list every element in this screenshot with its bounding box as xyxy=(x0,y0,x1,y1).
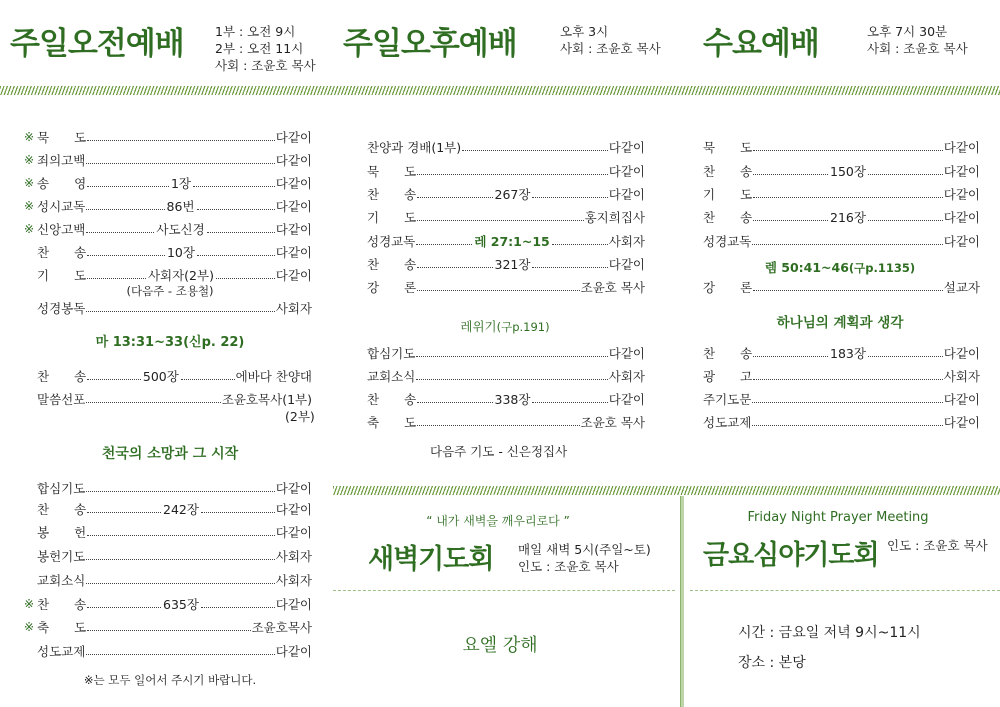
order-value: 다같이 xyxy=(943,392,980,407)
order-label: 찬 송 xyxy=(37,245,87,260)
morning-service-host: 사회 : 조윤호 목사 xyxy=(215,58,316,73)
friday-divider xyxy=(690,590,1000,591)
order-value: 사회자 xyxy=(608,369,645,384)
order-value: 다같이 xyxy=(275,525,312,540)
order-value: 다같이 xyxy=(608,346,645,361)
order-row xyxy=(367,412,645,432)
leader-dots xyxy=(752,402,942,403)
afternoon-service-title: 주일오후예배 xyxy=(343,26,517,62)
order-row xyxy=(24,499,312,519)
order-row xyxy=(24,478,312,498)
order-detail: 267장 xyxy=(494,187,531,202)
order-value: 다같이 xyxy=(275,153,312,168)
order-value: 조윤호목사 xyxy=(251,620,312,635)
order-value: 사회자 xyxy=(608,234,645,249)
morning-next-prayer: (다음주 - 조용철) xyxy=(126,284,214,298)
order-row xyxy=(367,343,645,363)
leader-dots xyxy=(417,220,583,221)
order-label: 축 도 xyxy=(37,620,87,635)
order-value: 조윤호목사(1부) xyxy=(221,392,312,407)
order-value: 다같이 xyxy=(608,164,645,179)
order-value: 다같이 xyxy=(943,234,980,249)
leader-dots xyxy=(197,209,275,210)
wednesday-scripture xyxy=(700,258,980,276)
leader-dots xyxy=(86,559,274,560)
order-label: 신앙고백 xyxy=(37,222,86,237)
leader-dots xyxy=(87,607,161,608)
wednesday-service-host: 사회 : 조윤호 목사 xyxy=(867,41,968,56)
order-value: 사회자 xyxy=(275,301,312,316)
leader-dots xyxy=(752,244,942,245)
leader-dots xyxy=(87,535,275,536)
leader-dots xyxy=(868,356,943,357)
order-row xyxy=(367,207,645,227)
dawn-prayer-time: 매일 새벽 5시(주일~토) xyxy=(518,542,651,557)
order-value: 다같이 xyxy=(943,210,981,225)
order-label: 묵 도 xyxy=(37,130,87,145)
afternoon-topic-ref: (구p.191) xyxy=(496,320,550,334)
order-value: 다같이 xyxy=(608,140,645,155)
order-label: 찬 송 xyxy=(37,597,87,612)
wednesday-sermon-title: 하나님의 계획과 생각 xyxy=(776,315,904,331)
leader-dots xyxy=(462,150,608,151)
order-value: 다같이 xyxy=(275,130,312,145)
order-value: 다같이 xyxy=(275,644,312,659)
order-label: 찬 송 xyxy=(703,210,753,225)
order-value: 다같이 xyxy=(275,222,313,237)
leader-dots xyxy=(532,197,607,198)
dawn-prayer-title: 새벽기도회 xyxy=(368,544,494,575)
order-label: 송 영 xyxy=(37,176,87,191)
order-label: 광 고 xyxy=(703,369,753,384)
leader-dots xyxy=(753,220,828,221)
afternoon-service-host: 사회 : 조윤호 목사 xyxy=(560,41,661,56)
leader-dots xyxy=(753,150,943,151)
afternoon-service-time: 오후 3시 xyxy=(560,24,609,39)
order-label: 말씀선포 xyxy=(37,392,86,407)
leader-dots xyxy=(87,186,169,187)
order-label: 강 론 xyxy=(703,280,753,295)
leader-dots xyxy=(416,356,607,357)
order-label: 성도교제 xyxy=(703,415,752,430)
stand-mark: ※ xyxy=(24,597,35,611)
order-label: 성경교독 xyxy=(703,234,752,249)
order-row xyxy=(703,231,980,251)
order-row xyxy=(24,127,312,147)
order-row xyxy=(703,366,980,386)
order-label: 강 론 xyxy=(367,280,417,295)
order-row xyxy=(703,184,980,204)
afternoon-next-prayer: 다음주 기도 - 신은정집사 xyxy=(430,444,568,459)
order-label: 묵 도 xyxy=(367,164,417,179)
leader-dots xyxy=(86,491,274,492)
order-detail: 사도신경 xyxy=(156,222,205,237)
order-value: 다같이 xyxy=(608,187,646,202)
order-label: 죄의고백 xyxy=(37,153,86,168)
leader-dots xyxy=(552,244,608,245)
stand-mark: ※ xyxy=(24,153,35,167)
order-label: 봉헌기도 xyxy=(37,549,86,564)
order-value: 다같이 xyxy=(275,199,312,214)
friday-time: 시간 : 금요일 저녁 9시~11시 xyxy=(738,625,921,641)
leader-dots xyxy=(181,379,235,380)
order-value: 다같이 xyxy=(943,164,981,179)
leader-dots xyxy=(532,267,607,268)
morning-scripture: 마 13:31~33(신p. 22) xyxy=(95,335,245,350)
leader-dots xyxy=(201,607,275,608)
order-label: 기 도 xyxy=(367,210,417,225)
order-value: 사회자 xyxy=(943,369,980,384)
leader-dots xyxy=(193,186,275,187)
leader-dots xyxy=(868,174,943,175)
order-detail: 10장 xyxy=(166,245,195,260)
wednesday-scripture-ref: (구p.1135) xyxy=(848,261,916,275)
dawn-topic: 요엘 강해 xyxy=(462,635,538,656)
wednesday-service-info xyxy=(867,23,968,57)
leader-dots xyxy=(417,290,579,291)
morning-service-time-1: 1부 : 오전 9시 xyxy=(215,24,296,39)
order-value: 다같이 xyxy=(608,392,646,407)
leader-dots xyxy=(417,197,492,198)
order-value: 다같이 xyxy=(275,245,312,260)
order-detail: 321장 xyxy=(494,257,531,272)
order-label: 봉 헌 xyxy=(37,525,87,540)
order-value: 설교자 xyxy=(943,280,980,295)
header-divider xyxy=(0,86,1000,95)
order-detail: 216장 xyxy=(830,210,866,225)
dawn-prayer-leader: 인도 : 조윤호 목사 xyxy=(518,559,619,574)
order-label: 찬양과 경배(1부) xyxy=(367,140,462,155)
stand-mark: ※ xyxy=(24,176,35,190)
order-row xyxy=(367,184,645,204)
order-row xyxy=(703,389,980,409)
order-label: 찬 송 xyxy=(37,369,87,384)
bottom-divider xyxy=(333,486,1000,495)
order-label: 찬 송 xyxy=(367,187,417,202)
order-detail: 635장 xyxy=(163,597,199,612)
order-label: 교회소식 xyxy=(367,369,416,384)
order-row xyxy=(24,265,312,285)
order-row xyxy=(703,137,980,157)
leader-dots xyxy=(532,402,607,403)
order-value: 홍지희집사 xyxy=(584,210,645,225)
order-detail: 338장 xyxy=(494,392,531,407)
order-detail: 레 27:1~15 xyxy=(474,234,550,249)
order-row xyxy=(367,277,645,297)
order-row xyxy=(367,137,645,157)
order-label: 성경봉독 xyxy=(37,301,86,316)
morning-service-time-2: 2부 : 오전 11시 xyxy=(215,41,304,56)
order-value: 다같이 xyxy=(275,481,312,496)
order-detail: 86번 xyxy=(166,199,195,214)
leader-dots xyxy=(86,402,221,403)
order-row xyxy=(24,173,312,193)
order-row xyxy=(24,546,312,566)
order-row xyxy=(24,594,312,614)
leader-dots xyxy=(87,255,165,256)
leader-dots xyxy=(753,290,943,291)
order-row xyxy=(37,366,312,386)
leader-dots xyxy=(416,244,472,245)
order-row xyxy=(367,254,645,274)
morning-footnote: ※는 모두 일어서 주시기 바랍니다. xyxy=(83,673,257,687)
order-label: 주기도문 xyxy=(703,392,752,407)
order-label: 묵 도 xyxy=(703,140,753,155)
order-row xyxy=(24,196,312,216)
order-label: 기 도 xyxy=(703,187,753,202)
order-row xyxy=(24,641,312,661)
box-vertical-divider xyxy=(680,496,684,707)
order-row xyxy=(367,161,645,181)
stand-mark: ※ xyxy=(24,199,35,213)
order-row xyxy=(24,617,312,637)
morning-service-info xyxy=(215,23,316,74)
order-value: 다같이 xyxy=(275,597,313,612)
order-value: 다같이 xyxy=(275,268,312,283)
order-row xyxy=(367,389,645,409)
leader-dots xyxy=(86,583,274,584)
order-row xyxy=(37,298,312,318)
order-value: 다같이 xyxy=(943,415,980,430)
leader-dots xyxy=(416,379,607,380)
order-label: 성경교독 xyxy=(367,234,416,249)
order-row xyxy=(24,150,312,170)
friday-prayer-title: 금요심야기도회 xyxy=(703,540,879,571)
order-label: 성시교독 xyxy=(37,199,86,214)
order-row xyxy=(24,522,312,542)
morning-service-title: 주일오전예배 xyxy=(10,26,184,62)
leader-dots xyxy=(86,163,274,164)
leader-dots xyxy=(201,512,275,513)
order-value: 조윤호 목사 xyxy=(580,415,645,430)
order-detail: 1장 xyxy=(170,176,191,191)
friday-subtitle: Friday Night Prayer Meeting xyxy=(747,510,929,525)
leader-dots xyxy=(86,654,274,655)
order-label: 축 도 xyxy=(367,415,417,430)
leader-dots xyxy=(87,630,250,631)
morning-second-service: (2부) xyxy=(285,409,315,424)
order-detail: 500장 xyxy=(142,369,179,384)
order-detail: 242장 xyxy=(163,502,199,517)
wednesday-service-time: 오후 7시 30분 xyxy=(867,24,948,39)
order-row xyxy=(703,277,980,297)
order-label: 합심기도 xyxy=(367,346,416,361)
leader-dots xyxy=(753,174,828,175)
leader-dots xyxy=(87,512,161,513)
leader-dots xyxy=(753,197,943,198)
order-value: 다같이 xyxy=(275,502,313,517)
leader-dots xyxy=(417,267,492,268)
dawn-divider xyxy=(333,590,675,591)
order-row xyxy=(37,389,312,409)
order-value: 사회자 xyxy=(275,549,312,564)
leader-dots xyxy=(87,140,275,141)
order-value: 사회자 xyxy=(275,573,312,588)
order-label: 찬 송 xyxy=(367,257,417,272)
order-label: 합심기도 xyxy=(37,481,86,496)
order-detail: 183장 xyxy=(830,346,866,361)
leader-dots xyxy=(216,278,275,279)
order-label: 찬 송 xyxy=(703,164,753,179)
leader-dots xyxy=(86,232,154,233)
stand-mark: ※ xyxy=(24,222,35,236)
order-value: 다같이 xyxy=(608,257,646,272)
leader-dots xyxy=(87,379,141,380)
dawn-prayer-info xyxy=(518,541,651,575)
stand-mark: ※ xyxy=(24,620,35,634)
order-value: 조윤호 목사 xyxy=(580,280,645,295)
afternoon-topic-title: 레위기 xyxy=(460,319,497,334)
leader-dots xyxy=(417,425,579,426)
friday-prayer-leader: 인도 : 조윤호 목사 xyxy=(887,538,988,553)
order-value: 다같이 xyxy=(943,140,980,155)
leader-dots xyxy=(86,209,164,210)
order-row xyxy=(367,231,645,251)
order-label: 찬 송 xyxy=(367,392,417,407)
wednesday-service-title: 수요예배 xyxy=(703,26,819,62)
order-row xyxy=(24,219,312,239)
order-detail: 사회자(2부) xyxy=(147,268,214,283)
order-row xyxy=(367,366,645,386)
leader-dots xyxy=(86,311,274,312)
leader-dots xyxy=(753,356,828,357)
leader-dots xyxy=(207,232,275,233)
leader-dots xyxy=(868,220,943,221)
leader-dots xyxy=(752,425,942,426)
leader-dots xyxy=(753,379,943,380)
order-label: 교회소식 xyxy=(37,573,86,588)
leader-dots xyxy=(87,278,146,279)
order-value: 에바다 찬양대 xyxy=(235,369,312,384)
order-row xyxy=(703,343,980,363)
friday-place: 장소 : 본당 xyxy=(738,655,806,671)
order-label: 찬 송 xyxy=(37,502,87,517)
morning-sermon-title: 천국의 소망과 그 시작 xyxy=(101,446,239,462)
leader-dots xyxy=(197,255,275,256)
order-value: 다같이 xyxy=(943,346,981,361)
order-label: 기 도 xyxy=(37,268,87,283)
wednesday-scripture-text: 렘 50:41~46 xyxy=(764,260,849,275)
afternoon-service-info xyxy=(560,23,661,57)
order-label: 찬 송 xyxy=(703,346,753,361)
leader-dots xyxy=(417,174,608,175)
order-row xyxy=(24,570,312,590)
order-value: 다같이 xyxy=(275,176,313,191)
order-detail: 150장 xyxy=(830,164,866,179)
afternoon-topic xyxy=(365,317,645,335)
order-row xyxy=(703,207,980,227)
order-row xyxy=(703,161,980,181)
leader-dots xyxy=(417,402,492,403)
order-value: 다같이 xyxy=(943,187,980,202)
stand-mark: ※ xyxy=(24,130,35,144)
order-label: 성도교제 xyxy=(37,644,86,659)
order-row xyxy=(24,242,312,262)
dawn-quote: “ 내가 새벽을 깨우리로다 ” xyxy=(426,514,570,528)
order-row xyxy=(703,412,980,432)
